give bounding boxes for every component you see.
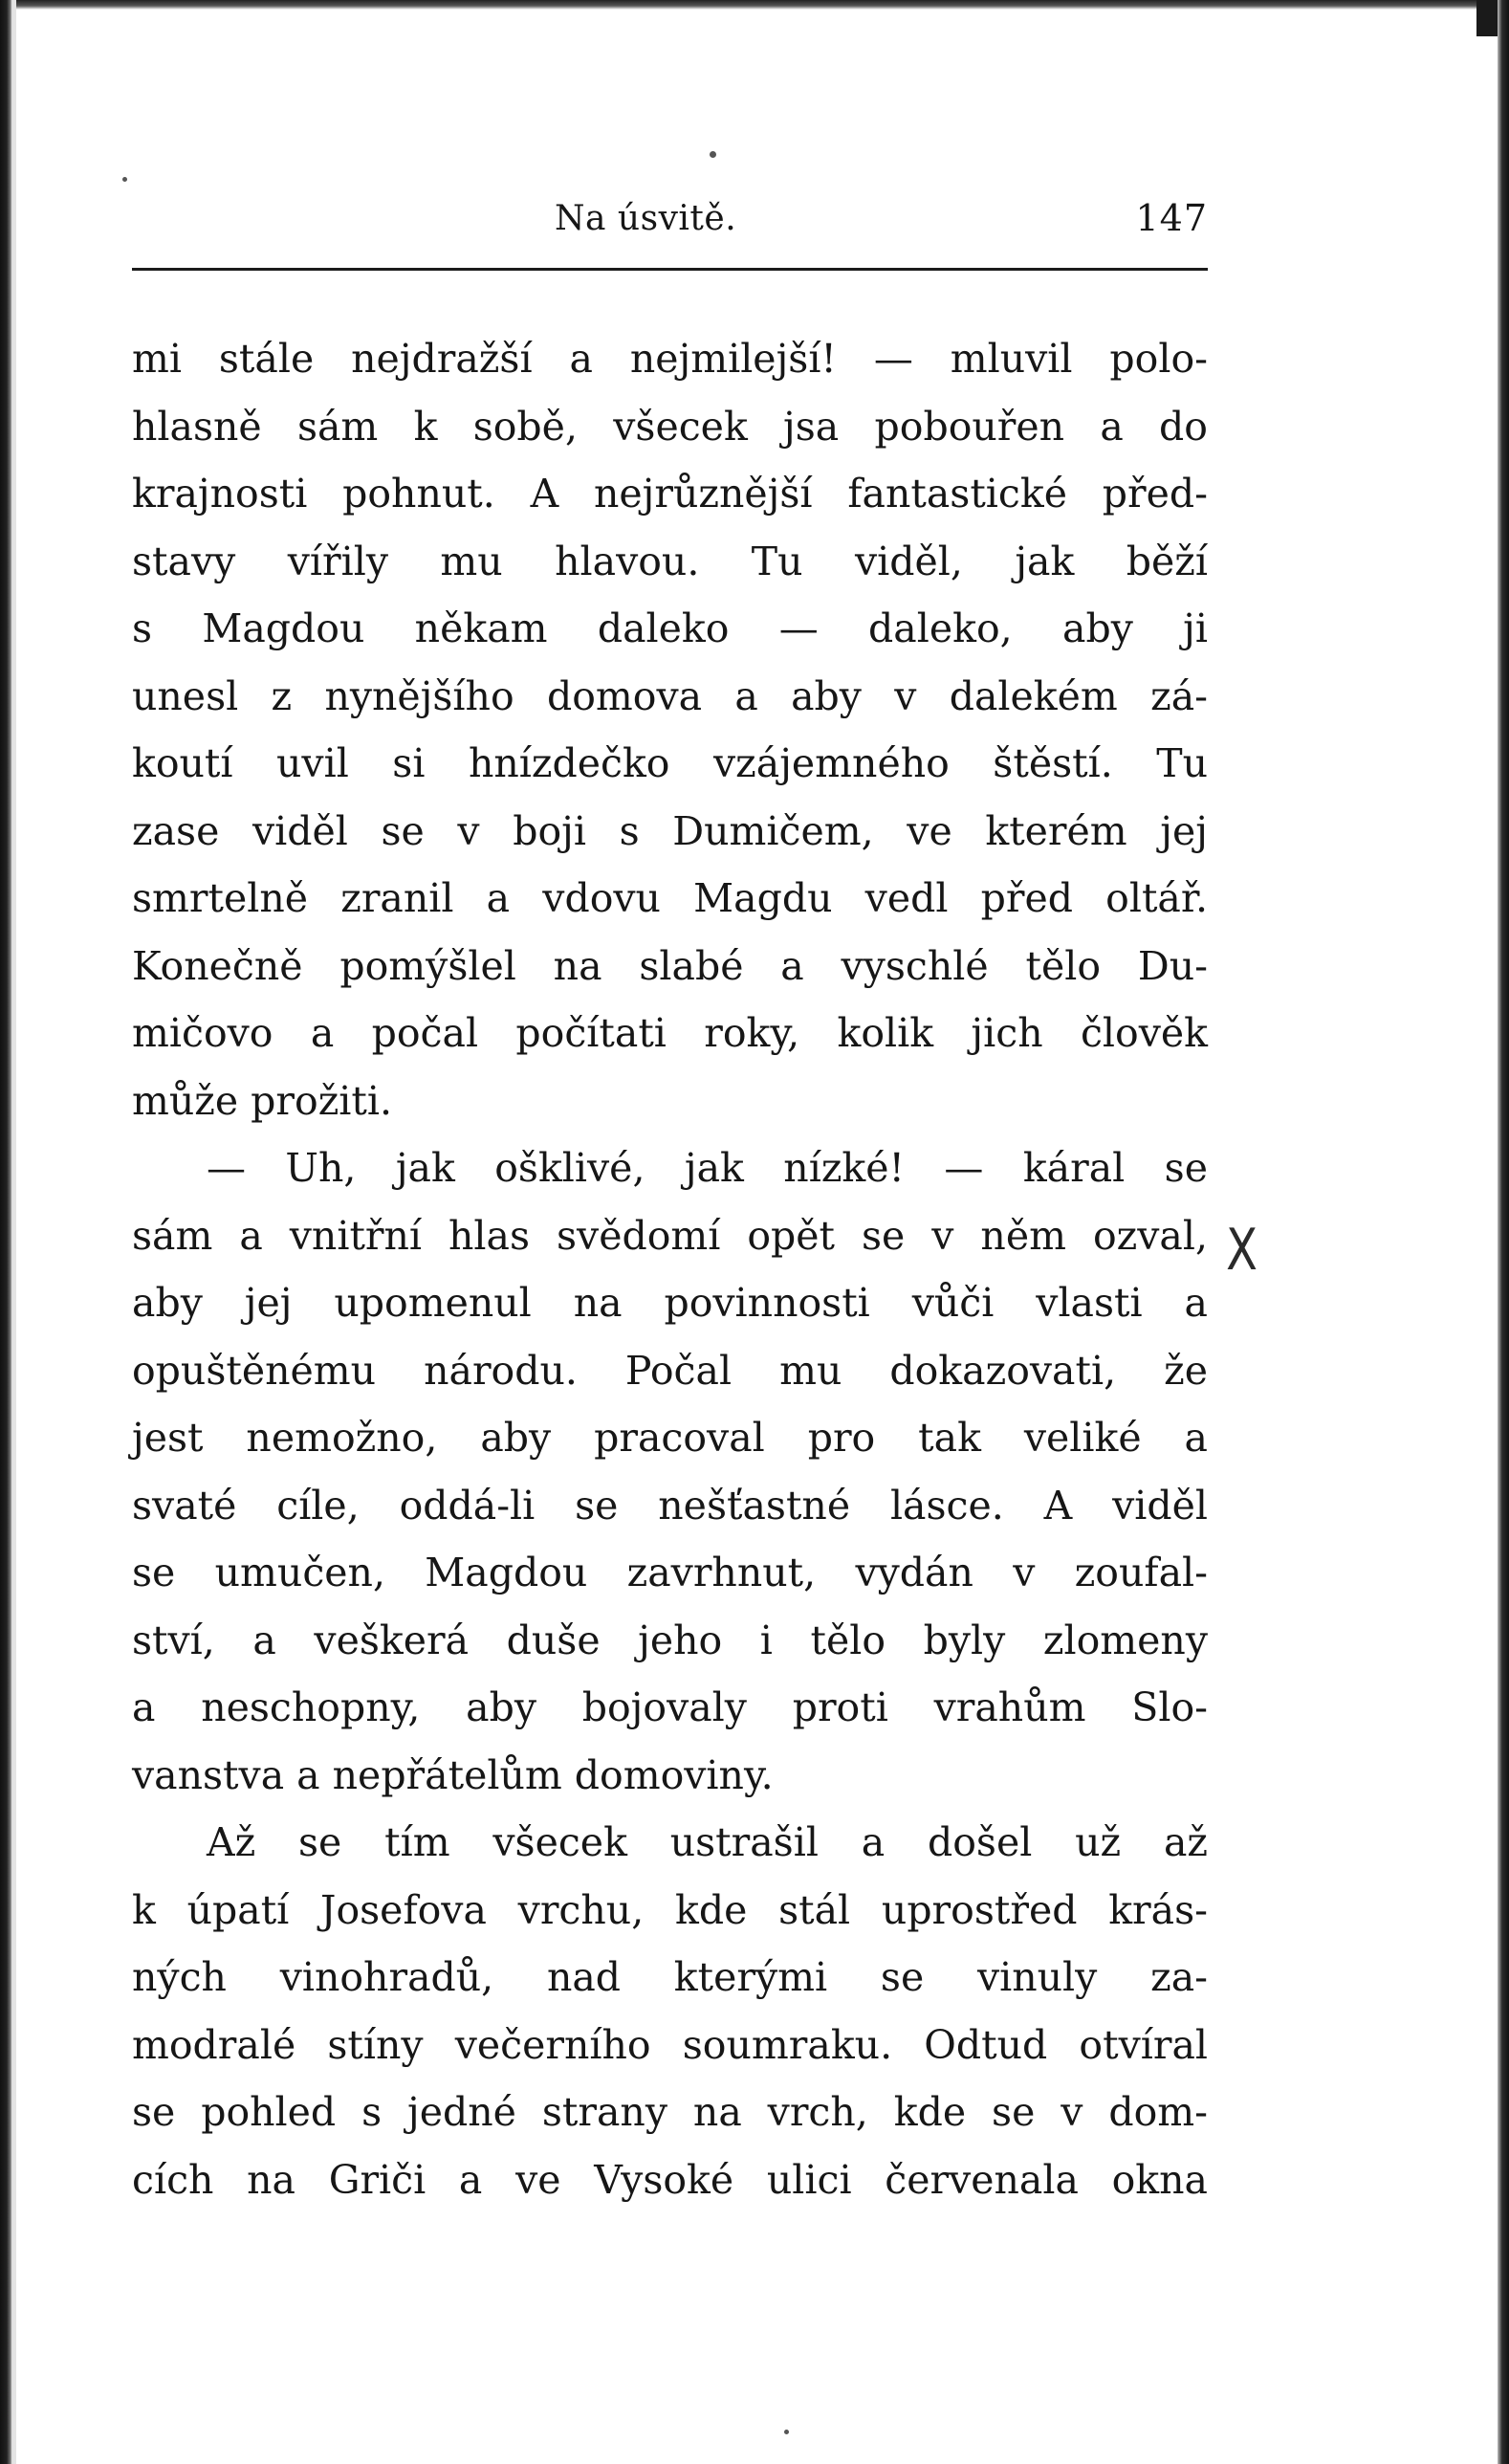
text-line: a neschopny, aby bojovaly proti vrahům Slo- — [132, 1684, 1208, 1730]
text-line: krajnosti pohnut. A nejrůznější fantastické před- — [132, 471, 1208, 517]
text-line: koutí uvil si hnízdečko vzájemného štěstí. Tu — [132, 740, 1208, 786]
text-line: vanstva a nepřátelům domoviny. — [132, 1751, 774, 1798]
text-line: jest nemožno, aby pracoval pro tak veliké a — [132, 1415, 1208, 1461]
text-line: k úpatí Josefova vrchu, kde stál uprostřed krás- — [132, 1886, 1208, 1933]
scan-left-edge — [0, 0, 12, 2464]
scan-top-edge — [0, 0, 1509, 10]
body-text — [132, 325, 1208, 2213]
text-line: se pohled s jedné strany na vrch, kde se v dom- — [132, 2089, 1208, 2135]
text-line: mičovo a počal počítati roky, kolik jich člověk — [132, 1010, 1208, 1056]
text-line: hlasně sám k sobě, všecek jsa pobouřen a do — [132, 403, 1208, 450]
text-line: svaté cíle, oddá-li se nešťastné lásce. A viděl — [132, 1482, 1208, 1529]
page-number: 147 — [1135, 197, 1208, 239]
text-line: s Magdou někam daleko — daleko, aby ji — [132, 605, 1208, 651]
scan-corner-shadow — [1476, 0, 1498, 36]
text-line: modralé stíny večerního soumraku. Odtud otvíral — [132, 2021, 1208, 2068]
page-header — [132, 191, 1208, 258]
text-line: smrtelně zranil a vdovu Magdu vedl před oltář. — [132, 875, 1208, 921]
text-line: zase viděl se v boji s Dumičem, ve kterém jej — [132, 807, 1208, 854]
text-line: — Uh, jak ošklivé, jak nízké! — káral se — [207, 1145, 1208, 1191]
text-line: sám a vnitřní hlas svědomí opět se v něm ozval, — [132, 1212, 1208, 1259]
text-line: Konečně pomýšlel na slabé a vyschlé tělo Du- — [132, 942, 1208, 989]
text-line: mi stále nejdražší a nejmilejší! — mluvil polo- — [132, 336, 1208, 382]
text-line: unesl z nynějšího domova a aby v dalekém zá- — [132, 672, 1208, 719]
scan-speck — [122, 177, 127, 182]
text-line: ných vinohradů, nad kterými se vinuly za- — [132, 1954, 1208, 2000]
text-line: stavy vířily mu hlavou. Tu viděl, jak běží — [132, 538, 1208, 584]
scan-left-gutter — [12, 0, 16, 2464]
scan-right-edge — [1498, 0, 1509, 2464]
text-line: opuštěnému národu. Počal mu dokazovati, že — [132, 1347, 1208, 1394]
text-line: ství, a veškerá duše jeho i tělo byly zlomeny — [132, 1617, 1208, 1663]
running-title: Na úsvitě. — [555, 199, 737, 238]
text-line: aby jej upomenul na povinnosti vůči vlasti a — [132, 1280, 1208, 1326]
header-rule — [132, 268, 1208, 271]
text-line: může prožiti. — [132, 1077, 393, 1124]
text-line: cích na Griči a ve Vysoké ulici červenala okna — [132, 2156, 1208, 2203]
margin-mark: X — [1226, 1217, 1258, 1284]
text-line: se umučen, Magdou zavrhnut, vydán v zoufal- — [132, 1550, 1208, 1595]
scan-speck — [710, 151, 716, 158]
text-line: Až se tím všecek ustrašil a došel už až — [207, 1819, 1208, 1865]
scan-speck — [784, 2430, 789, 2434]
